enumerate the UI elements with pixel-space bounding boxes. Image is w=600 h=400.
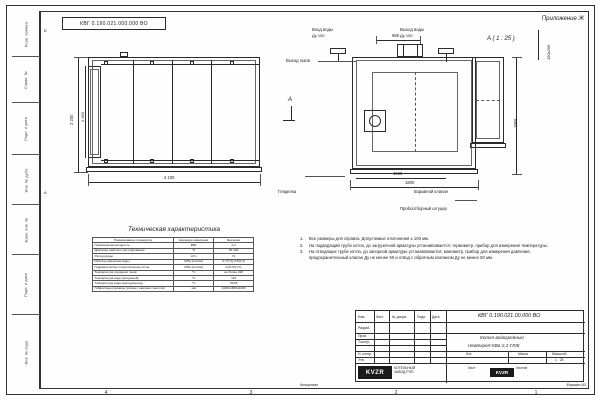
stamp-row-utv: Утв. [358,358,365,362]
dim-1530: 1530 [393,171,403,176]
zone-number: 3 [249,390,253,396]
note-item [300,236,556,242]
company-logo: KVZR [358,366,392,379]
margin-cell-label: Взам. инв. № [23,217,28,242]
stamp-row-tkontr: Т.контр. [358,340,371,344]
outlet-label: Выход воды [400,27,425,32]
cell-unit: МПа (кгс/см²) [174,265,214,270]
flange-mark [150,159,154,163]
flue-outlet-label: Выход газов [286,58,310,63]
note-number: 2. [300,242,304,248]
center-axis [415,72,416,152]
top-rail [101,64,260,65]
cell-unit: м³/ч [174,254,214,259]
flue-duct-edge [417,44,418,57]
dim-ext-line [478,180,479,190]
dim-ext-line [350,180,351,190]
edge-letter: A [44,190,47,195]
leader-line [455,200,477,201]
cell-unit: °C [174,281,214,286]
explosion-valve-divider [476,100,500,101]
burner-opening [369,115,381,127]
note-number: 3. [300,249,304,255]
flue-gas-outlet [397,44,423,57]
top-nozzle [120,52,128,57]
dim-4100: 4 100 [164,175,175,180]
note-text: На отводящих трубе котла, до запорной арматуры устанавливается: манометр, прибор для измерения давления, предохранительный клапан Ду не менее 50 и отвод с обратным клапаном Ду не менее 50 мм. [309,249,531,261]
th-value: Значение [214,238,254,243]
flange-mark [150,61,154,65]
note-item [300,249,556,260]
left-header-inner [90,69,99,155]
stamp-col-list: Лист [376,315,384,319]
dim-line-1800 [350,187,478,188]
cell-value: 0,7(7,0)-0,6(6,0) [214,259,254,264]
cell-name: Температура воды (входящей) [93,275,174,280]
dim-2060: 2 060 [80,111,85,122]
notes-block [300,236,556,262]
section-arrow-label: A [288,97,293,103]
cell-value: 115 [214,275,254,280]
cell-name: Габаритные размеры (длина х ширина х высота) [93,286,174,291]
flue-duct-edge [403,44,404,57]
sampling-nozzle-label: Пробоотборный штуцер [400,206,447,211]
dim-956: 956 [392,33,399,38]
annex-label: Приложение Ж [541,16,584,22]
margin-cell-label: Справ. № [24,70,28,89]
cell-unit: МВт [174,243,214,248]
stamp-doc-number: КВГ 0.190.021.00.000 ВО [478,313,541,319]
cell-value: не более 220 [214,270,254,275]
stamp-row-razrab: Разраб. [358,326,371,330]
cell-name: Гидравлическое сопротивление котла [93,265,174,270]
cell-unit: % [174,248,214,253]
dim-190x256: 190х256 [546,44,551,60]
company-logo-secondary: KVZR [490,368,514,377]
doc-code-box: КВГ 0.190.021.000.000 ВО [62,17,166,30]
peephole-label: Гляделка [278,189,297,194]
cell-name: Диапазон рабочего регулирования [93,248,174,253]
left-margin-column [12,11,40,389]
dim-ext-line [376,36,377,44]
cell-value: 74 [214,254,254,259]
dim-ext-line [74,57,88,58]
tech-table-title: Техническая характеристика [128,226,221,233]
th-name: Наименование показателя [93,238,174,243]
outlet-dn: Ду 150 [400,33,413,38]
stamp-col-docnum: № докум. [392,315,407,319]
note-number: 1. [300,236,304,241]
tech-characteristics-table [92,237,254,292]
dim-line-height [78,57,79,172]
margin-cell-label: Подп. и дата [23,272,28,297]
stamp-col-date: Дата [432,315,440,319]
stamp-row-nkontr: Н. контр. [358,352,372,356]
copier-label: Копировал [300,383,318,387]
stamp-col-izm: Изм. [358,315,366,319]
margin-cell-label: Инв. № дубл. [24,167,28,192]
side-view-label: A ( 1 : 25 ) [487,36,515,42]
dim-ext-line [260,174,261,186]
cell-unit: °C [174,270,214,275]
stamp-mass-label: Масса [518,352,529,356]
inlet-label: Вход воды [312,27,334,32]
dim-line-1530 [356,178,446,179]
margin-cell-label: Подп. и дата [23,116,28,141]
cell-unit: мм [174,286,214,291]
partition-line [211,60,212,164]
margin-cell-label: Инв. № подл. [23,339,28,365]
cell-value: 70/95 [214,281,254,286]
stamp-scale-label: Масштаб [552,352,567,356]
flange-mark [104,159,108,163]
boiler-base-skid [86,167,262,172]
stamp-lit-label: Лит. [466,352,473,356]
zone-number: 2 [394,390,398,396]
dim-ext-line [88,174,89,186]
partition-line [172,60,173,164]
explosion-valve-label: Взрывной клапан [414,189,448,194]
flange-mark [190,159,194,163]
cell-name: Расход воды [93,254,174,259]
margin-cell-label: Перв. примен. [24,20,28,47]
flange-mark [230,159,234,163]
table-row [93,286,254,291]
water-outlet-riser [446,54,447,62]
dim-2200: 2 200 [69,114,74,125]
dim-ext-line [74,172,88,173]
stamp-title-line1: Котел водогрейный [480,335,524,340]
stamp-sheets-label: Листов [516,366,528,370]
flange-mark [230,61,234,65]
zone-number: 1 [534,390,538,396]
dim-line-1955 [516,57,517,174]
dim-line-width [88,182,260,183]
section-arrow-tail [283,120,295,121]
inlet-dn: Ду 150 [312,33,325,38]
cell-name: Температура воды (выход/выход) [93,281,174,286]
cell-value: 2,2 [214,243,254,248]
dim-ext-line [512,174,522,175]
dim-1800: 1800 [405,180,415,185]
company-line2: ЗАВОД РЭП [394,370,414,375]
company-line1: КОТЕЛЬНЫЙ [394,366,416,370]
side-base-skid [350,169,478,174]
company-name [394,366,415,374]
edge-letter: Б [44,28,47,33]
section-arrow-line [291,106,292,120]
cell-value: 0,017(0,17) [214,265,254,270]
flange-mark [190,61,194,65]
dim-line-height-inner [85,66,86,158]
cell-value: 45-100 [214,248,254,253]
note-text: На подводящий трубе котла, до загрузочной арматуры устанавливается: термометр, прибор для измерения температуры. [309,242,548,248]
flange-mark [104,61,108,65]
cell-name: Номинальная мощность [93,243,174,248]
format-label: Формат A3 [566,383,586,387]
cell-value: 4100х1800х2200 [214,286,254,291]
stamp-col-sign: Подп. [417,315,427,319]
note-text: Все размеры для справок. Допустимые отклонения ± 100 мм. [309,236,429,241]
boiler-body-inner [92,60,256,164]
note-item [300,243,556,249]
dim-line-956 [376,40,420,41]
leader-line [318,61,356,62]
dim-ext-line [512,57,522,58]
leader-line [305,176,345,177]
dim-ext-line [420,36,421,44]
stamp-scale-value: 1 : 25 [555,358,564,362]
cell-name: Температура уходящих газов [93,270,174,275]
dim-1955: 1955 [513,118,518,128]
partition-line [133,60,134,164]
cell-unit: МПа (кгс/см²) [174,259,214,264]
bottom-rail [101,160,260,161]
stamp-row-prov: Пров. [358,334,367,338]
explosion-valve-base [470,143,506,148]
cell-name: Рабочее давление воды [93,259,174,264]
zone-number: 4 [104,390,108,396]
stamp-sheet-label: Лист [468,366,476,370]
cell-unit: °C [174,275,214,280]
th-unit: Единица измерения [174,238,214,243]
dim-line-right [538,30,539,60]
stamp-title-line2: Heatexpert-КВа-2,2-ГЛЖ [468,343,520,348]
